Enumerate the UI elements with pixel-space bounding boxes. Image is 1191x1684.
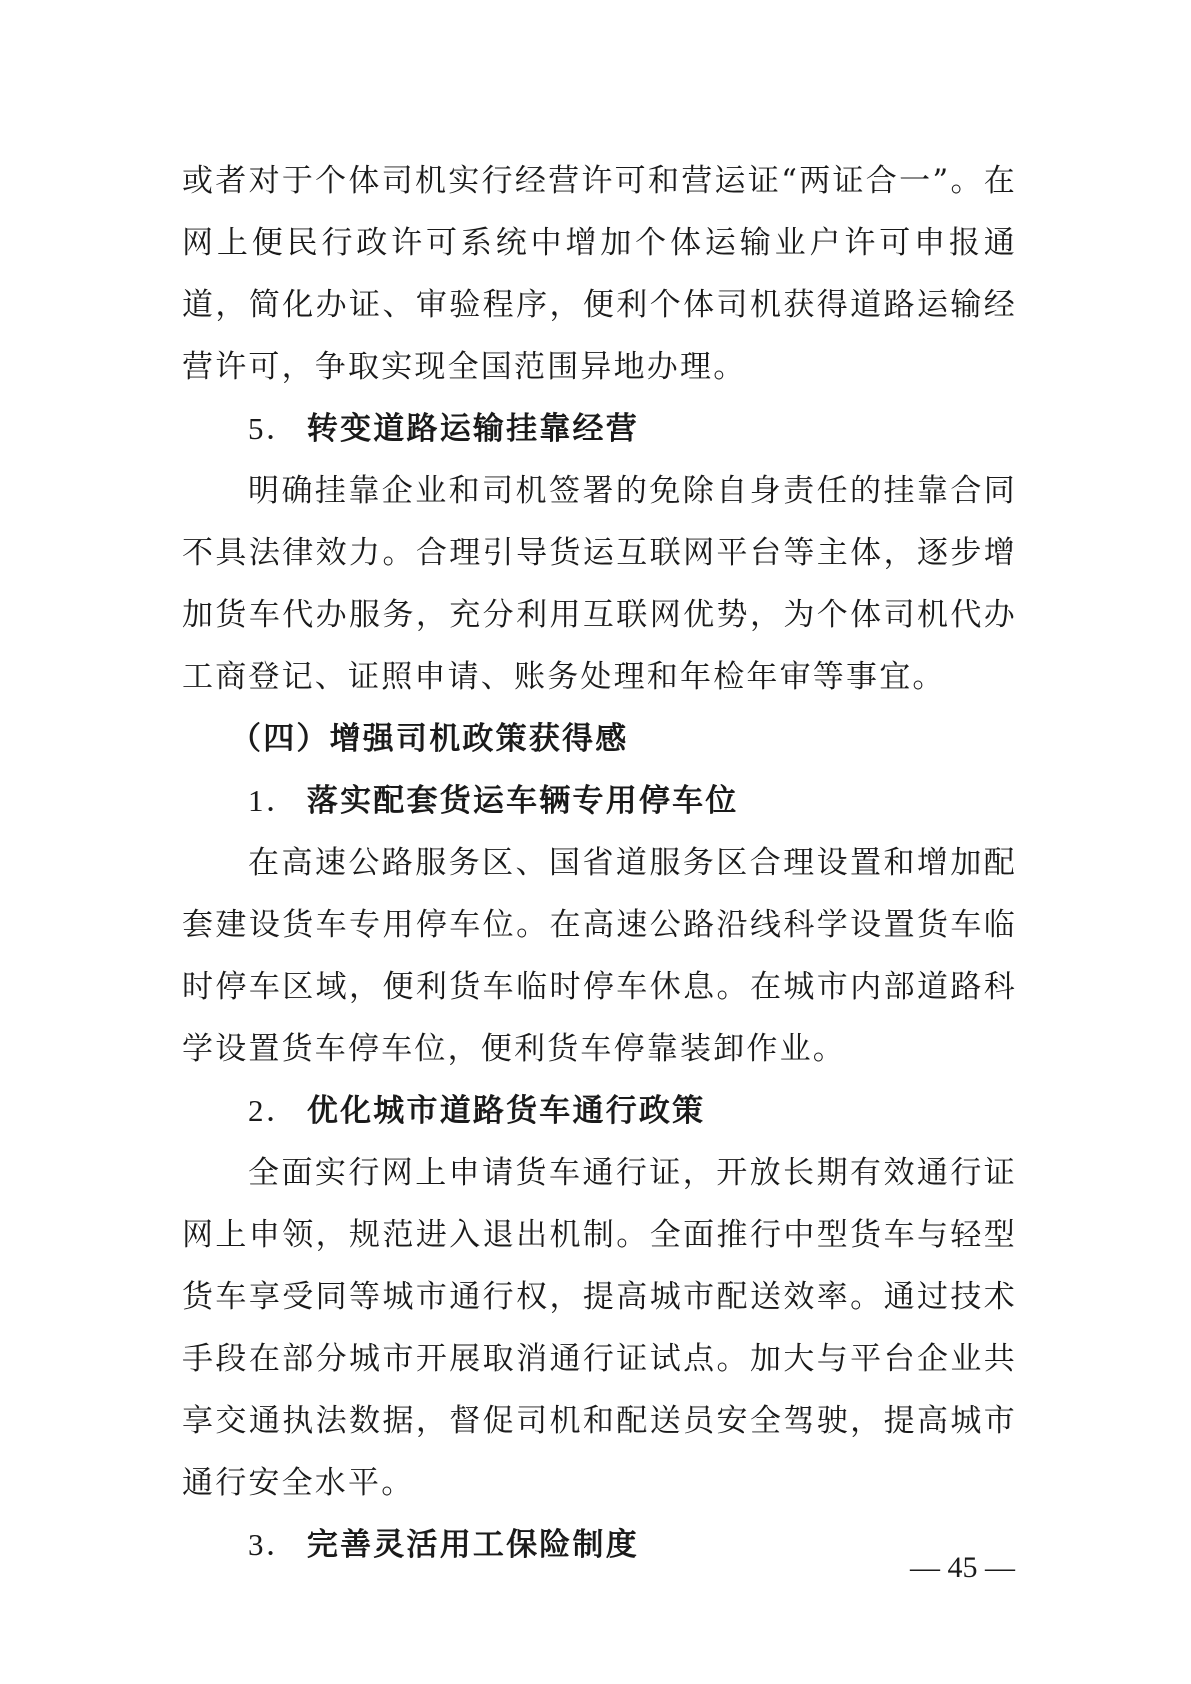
heading-5-affiliation: [182, 398, 1017, 460]
paragraph-affiliation-contract: 明确挂靠企业和司机签署的免除自身责任的挂靠合同不具法律效力。合理引导货运互联网平台等主体，逐步增加货车代办服务，充分利用互联网优势，为个体司机代办工商登记、证照申请、账务处理和年检年审等事宜。: [182, 473, 1017, 695]
paragraph-parking: 在高速公路服务区、国省道服务区合理设置和增加配套建设货车专用停车位。在高速公路沿线科学设置货车临时停车区域，便利货车临时停车休息。在城市内部道路科学设置货车停车位，便利货车停靠装卸作业。: [182, 845, 1017, 1067]
heading-1-parking: [182, 770, 1017, 832]
heading-number: 1．: [248, 783, 299, 818]
heading-text: 完善灵活用工保险制度: [306, 1527, 639, 1563]
heading-3-insurance: [182, 1514, 1017, 1576]
heading-number: 2．: [248, 1093, 299, 1128]
heading-text: 落实配套货运车辆专用停车位: [306, 783, 739, 819]
heading-2-city-traffic: [182, 1080, 1017, 1142]
heading-number: 3．: [248, 1527, 299, 1562]
heading-text: 转变道路运输挂靠经营: [306, 411, 639, 447]
page-number: — 45 —: [910, 1551, 1015, 1584]
paragraph-license-integration: 或者对于个体司机实行经营许可和营运证“两证合一”。在网上便民行政许可系统中增加个体运输业户许可申报通道，简化办证、审验程序，便利个体司机获得道路运输经营许可，争取实现全国范围异地办理。: [182, 163, 1017, 385]
page-body: [182, 150, 1017, 1576]
paragraph-city-traffic: 全面实行网上申请货车通行证，开放长期有效通行证网上申领，规范进入退出机制。全面推行中型货车与轻型货车享受同等城市通行权，提高城市配送效率。通过技术手段在部分城市开展取消通行证试点。加大与平台企业共享交通执法数据，督促司机和配送员安全驾驶，提高城市通行安全水平。: [182, 1155, 1017, 1501]
section-heading-4: （四）增强司机政策获得感: [230, 721, 629, 757]
heading-number: 5．: [248, 411, 299, 446]
heading-text: 优化城市道路货车通行政策: [306, 1093, 706, 1129]
